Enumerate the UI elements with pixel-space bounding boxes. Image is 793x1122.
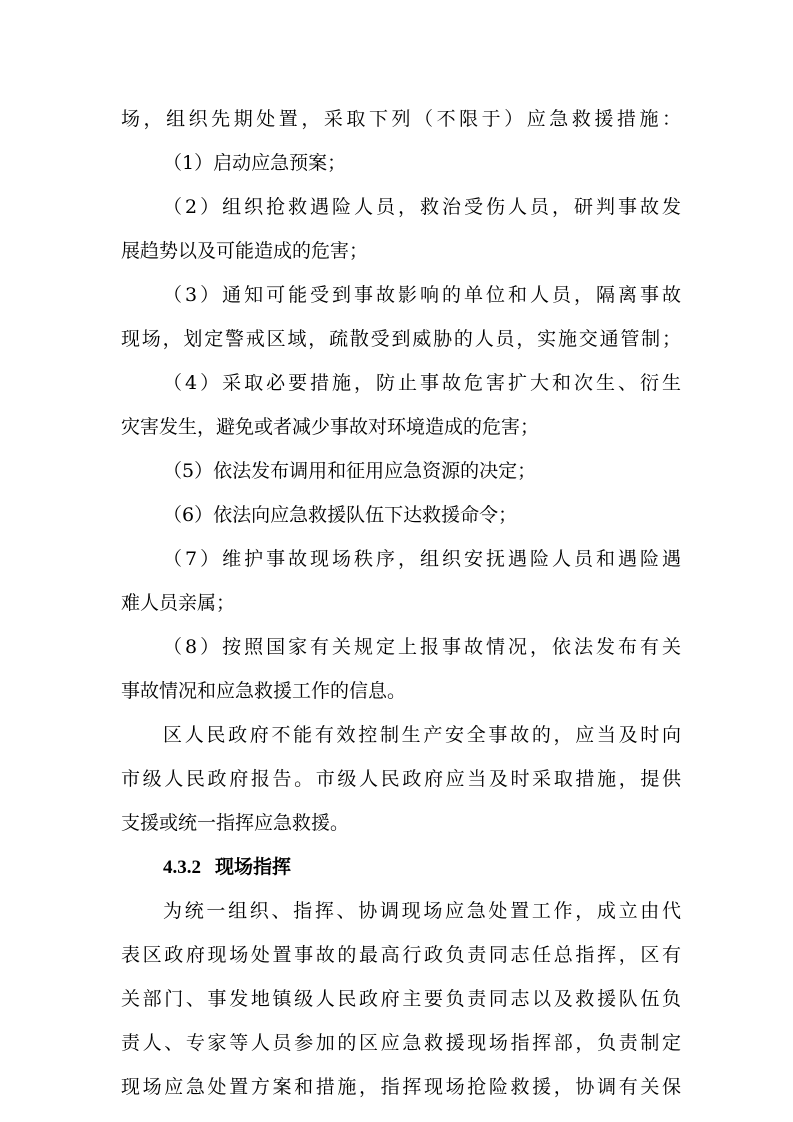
section-title: 现场指挥 <box>215 856 292 878</box>
text-line: 表区政府现场处置事故的最高行政负责同志任总指挥，区有 <box>121 944 681 966</box>
text-line: 展趋势以及可能造成的危害； <box>121 240 369 262</box>
text-line: （5）依法发布调用和征用应急资源的决定； <box>163 460 537 482</box>
text-line: （6）依法向应急救援队伍下达救援命令； <box>163 504 518 526</box>
text-line: 支援或统一指挥应急救援。 <box>121 812 350 834</box>
text-line: 事故情况和应急救援工作的信息。 <box>121 680 407 702</box>
section-heading <box>121 845 681 889</box>
text-line: 为统一组织、指挥、协调现场应急处置工作，成立由代 <box>163 900 681 922</box>
text-line: 关部门、事发地镇级人民政府主要负责同志以及救援队伍负 <box>121 988 681 1010</box>
document-body <box>121 97 681 1109</box>
text-line: 场，组织先期处置，采取下列（不限于）应急救援措施： <box>121 108 681 130</box>
section-number: 4.3.2 <box>163 857 201 878</box>
text-line: 现场，划定警戒区域，疏散受到威胁的人员，实施交通管制； <box>121 328 681 350</box>
text-line: 市级人民政府报告。市级人民政府应当及时采取措施，提供 <box>121 768 681 790</box>
text-line: （4）采取必要措施，防止事故危害扩大和次生、衍生 <box>163 372 681 394</box>
text-line: （8）按照国家有关规定上报事故情况，依法发布有关 <box>163 636 681 658</box>
text-line: 责人、专家等人员参加的区应急救援现场指挥部，负责制定 <box>121 1032 681 1054</box>
text-line: （7）维护事故现场秩序，组织安抚遇险人员和遇险遇 <box>163 548 681 570</box>
text-line: （2）组织抢救遇险人员，救治受伤人员，研判事故发 <box>163 196 681 218</box>
text-line: （1）启动应急预案； <box>163 152 347 174</box>
text-line: 灾害发生，避免或者减少事故对环境造成的危害； <box>121 416 540 438</box>
text-line: （3）通知可能受到事故影响的单位和人员，隔离事故 <box>163 284 681 306</box>
text-line: 区人民政府不能有效控制生产安全事故的，应当及时向 <box>163 724 681 746</box>
text-line: 现场应急处置方案和措施，指挥现场抢险救援，协调有关保 <box>121 1076 681 1098</box>
text-line: 难人员亲属； <box>121 592 236 614</box>
